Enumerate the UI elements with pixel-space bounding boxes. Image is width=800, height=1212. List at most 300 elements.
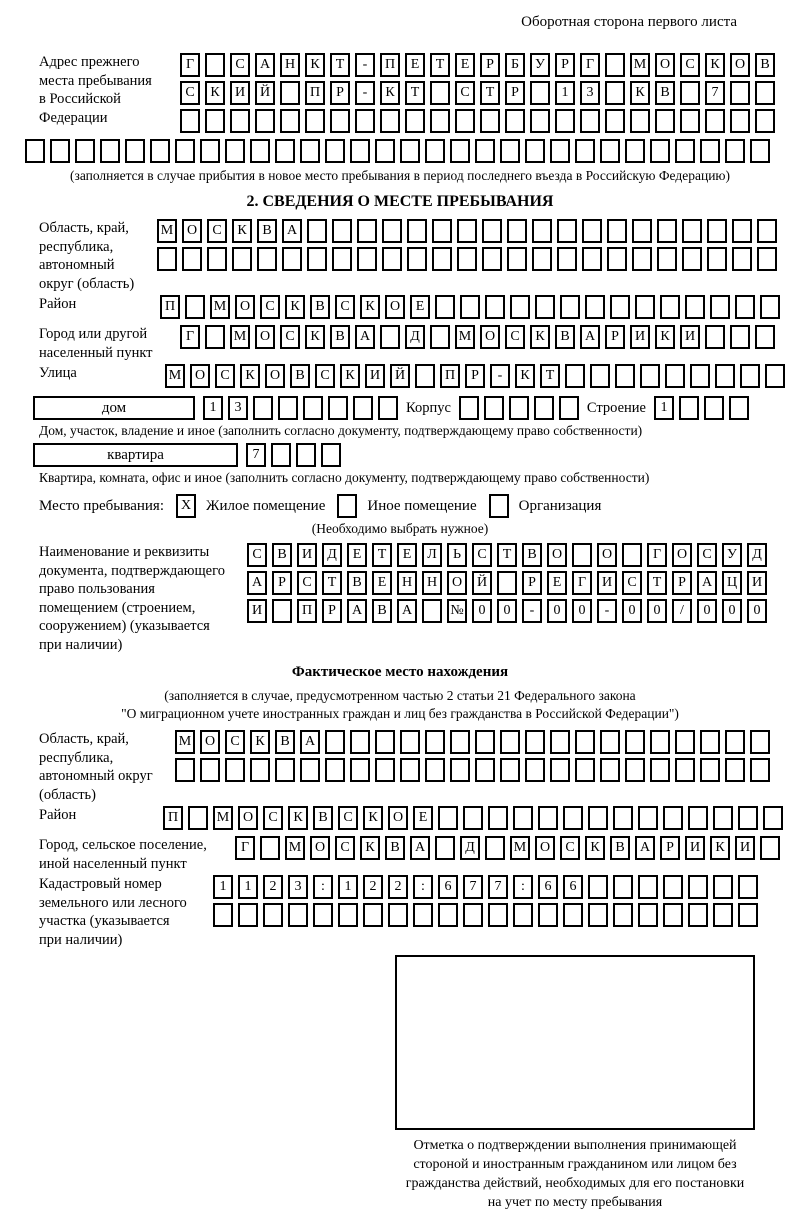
char-cell[interactable]: С [315,364,335,388]
char-cell[interactable]: С [263,806,283,830]
char-cell[interactable] [622,543,642,567]
char-cell[interactable] [682,247,702,271]
char-cell[interactable]: С [472,543,492,567]
char-cell[interactable] [732,219,752,243]
char-cell[interactable] [260,836,280,860]
char-cell[interactable]: У [722,543,742,567]
char-cell[interactable] [560,295,580,319]
char-cell[interactable] [188,806,208,830]
char-cell[interactable] [25,139,45,163]
char-cell[interactable]: О [235,295,255,319]
char-cell[interactable]: К [710,836,730,860]
char-cell[interactable]: 0 [472,599,492,623]
char-cell[interactable] [213,903,233,927]
char-cell[interactable] [588,903,608,927]
char-cell[interactable] [538,903,558,927]
char-cell[interactable]: К [380,81,400,105]
char-cell[interactable]: М [510,836,530,860]
char-cell[interactable]: : [513,875,533,899]
char-cell[interactable] [582,219,602,243]
char-cell[interactable] [755,81,775,105]
char-cell[interactable] [272,599,292,623]
char-cell[interactable] [715,364,735,388]
char-cell[interactable]: - [355,53,375,77]
char-cell[interactable]: / [672,599,692,623]
char-cell[interactable] [296,443,316,467]
char-cell[interactable]: В [655,81,675,105]
char-cell[interactable] [382,247,402,271]
char-cell[interactable] [729,396,749,420]
char-cell[interactable] [278,396,298,420]
char-cell[interactable] [282,247,302,271]
char-cell[interactable] [725,730,745,754]
char-cell[interactable]: И [230,81,250,105]
char-cell[interactable] [630,109,650,133]
char-cell[interactable] [330,109,350,133]
char-cell[interactable]: А [300,730,320,754]
char-cell[interactable] [575,730,595,754]
char-cell[interactable]: К [340,364,360,388]
char-cell[interactable] [253,396,273,420]
char-cell[interactable]: В [330,325,350,349]
char-cell[interactable] [250,758,270,782]
char-cell[interactable] [275,758,295,782]
char-cell[interactable]: 2 [388,875,408,899]
char-cell[interactable]: Д [747,543,767,567]
char-cell[interactable] [663,806,683,830]
char-cell[interactable] [425,139,445,163]
char-cell[interactable]: С [215,364,235,388]
char-cell[interactable] [332,219,352,243]
char-cell[interactable]: С [560,836,580,860]
char-cell[interactable]: В [257,219,277,243]
char-cell[interactable] [450,758,470,782]
char-cell[interactable]: С [207,219,227,243]
char-cell[interactable]: И [297,543,317,567]
char-cell[interactable]: 2 [363,875,383,899]
char-cell[interactable] [688,875,708,899]
char-cell[interactable]: Л [422,543,442,567]
char-cell[interactable]: И [685,836,705,860]
char-cell[interactable]: К [655,325,675,349]
char-cell[interactable] [760,295,780,319]
char-cell[interactable] [509,396,529,420]
char-cell[interactable]: П [440,364,460,388]
char-cell[interactable] [605,81,625,105]
char-cell[interactable]: В [555,325,575,349]
char-cell[interactable]: О [480,325,500,349]
char-cell[interactable]: М [165,364,185,388]
char-cell[interactable] [378,396,398,420]
char-cell[interactable] [288,903,308,927]
char-cell[interactable] [607,219,627,243]
char-cell[interactable]: К [250,730,270,754]
char-cell[interactable] [425,730,445,754]
char-cell[interactable] [425,758,445,782]
char-cell[interactable] [525,758,545,782]
char-cell[interactable]: К [515,364,535,388]
char-cell[interactable]: 0 [497,599,517,623]
char-cell[interactable] [534,396,554,420]
char-cell[interactable] [388,903,408,927]
char-cell[interactable] [430,81,450,105]
char-cell[interactable]: Р [522,571,542,595]
char-cell[interactable]: - [490,364,510,388]
char-cell[interactable]: 6 [538,875,558,899]
char-cell[interactable] [482,219,502,243]
char-cell[interactable] [660,295,680,319]
char-cell[interactable] [313,903,333,927]
char-cell[interactable]: Т [405,81,425,105]
char-cell[interactable] [550,730,570,754]
char-cell[interactable]: В [372,599,392,623]
char-cell[interactable] [588,875,608,899]
char-cell[interactable] [100,139,120,163]
char-cell[interactable] [535,295,555,319]
char-cell[interactable] [635,295,655,319]
char-cell[interactable] [432,219,452,243]
char-cell[interactable] [257,247,277,271]
char-cell[interactable]: С [180,81,200,105]
char-cell[interactable]: Р [465,364,485,388]
char-cell[interactable] [585,295,605,319]
char-cell[interactable] [415,364,435,388]
char-cell[interactable]: 0 [572,599,592,623]
char-cell[interactable] [559,396,579,420]
char-cell[interactable]: А [635,836,655,860]
char-cell[interactable] [407,247,427,271]
char-cell[interactable] [185,295,205,319]
char-cell[interactable]: О [730,53,750,77]
char-cell[interactable]: - [597,599,617,623]
char-cell[interactable] [507,247,527,271]
char-cell[interactable]: С [697,543,717,567]
char-cell[interactable]: Е [547,571,567,595]
char-cell[interactable] [563,806,583,830]
char-cell[interactable] [757,247,777,271]
char-cell[interactable]: П [160,295,180,319]
char-cell[interactable] [303,396,323,420]
char-cell[interactable] [325,758,345,782]
char-cell[interactable]: К [585,836,605,860]
char-cell[interactable] [760,836,780,860]
char-cell[interactable] [580,109,600,133]
char-cell[interactable]: : [313,875,333,899]
char-cell[interactable] [507,219,527,243]
char-cell[interactable]: О [535,836,555,860]
char-cell[interactable] [413,903,433,927]
char-cell[interactable] [682,219,702,243]
char-cell[interactable] [713,875,733,899]
char-cell[interactable]: 3 [228,396,248,420]
char-cell[interactable]: И [747,571,767,595]
char-cell[interactable]: О [447,571,467,595]
char-cell[interactable] [730,81,750,105]
char-cell[interactable]: Н [397,571,417,595]
char-cell[interactable] [350,139,370,163]
char-cell[interactable] [557,219,577,243]
char-cell[interactable] [638,806,658,830]
char-cell[interactable]: Е [397,543,417,567]
char-cell[interactable] [688,806,708,830]
char-cell[interactable] [485,295,505,319]
char-cell[interactable] [332,247,352,271]
char-cell[interactable] [632,219,652,243]
char-cell[interactable]: Г [180,53,200,77]
char-cell[interactable] [463,903,483,927]
char-cell[interactable] [700,758,720,782]
char-cell[interactable]: К [363,806,383,830]
char-cell[interactable] [605,109,625,133]
char-cell[interactable]: И [247,599,267,623]
char-cell[interactable] [357,219,377,243]
char-cell[interactable]: С [680,53,700,77]
char-cell[interactable] [435,836,455,860]
char-cell[interactable]: К [705,53,725,77]
char-cell[interactable] [530,109,550,133]
char-cell[interactable] [650,730,670,754]
checkbox-inoe-pomeshchenie[interactable] [337,494,357,518]
char-cell[interactable] [430,325,450,349]
char-cell[interactable]: С [455,81,475,105]
char-cell[interactable] [432,247,452,271]
char-cell[interactable] [625,139,645,163]
char-cell[interactable]: М [230,325,250,349]
char-cell[interactable]: К [240,364,260,388]
char-cell[interactable] [663,903,683,927]
char-cell[interactable] [550,758,570,782]
char-cell[interactable]: П [163,806,183,830]
char-cell[interactable]: В [272,543,292,567]
char-cell[interactable]: 1 [338,875,358,899]
char-cell[interactable] [657,247,677,271]
char-cell[interactable]: П [305,81,325,105]
char-cell[interactable]: 0 [647,599,667,623]
char-cell[interactable]: Й [390,364,410,388]
char-cell[interactable] [590,364,610,388]
char-cell[interactable] [600,730,620,754]
char-cell[interactable] [638,875,658,899]
char-cell[interactable] [632,247,652,271]
char-cell[interactable]: Е [405,53,425,77]
char-cell[interactable]: О [655,53,675,77]
char-cell[interactable] [675,758,695,782]
char-cell[interactable]: К [205,81,225,105]
char-cell[interactable]: Г [572,571,592,595]
char-cell[interactable]: М [630,53,650,77]
char-cell[interactable] [582,247,602,271]
checkbox-organizatsiya[interactable] [489,494,509,518]
char-cell[interactable]: В [290,364,310,388]
char-cell[interactable] [600,758,620,782]
char-cell[interactable] [750,730,770,754]
char-cell[interactable] [638,903,658,927]
char-cell[interactable] [607,247,627,271]
char-cell[interactable] [555,109,575,133]
char-cell[interactable]: Е [347,543,367,567]
char-cell[interactable] [475,730,495,754]
char-cell[interactable] [625,758,645,782]
char-cell[interactable] [755,325,775,349]
char-cell[interactable] [705,325,725,349]
char-cell[interactable]: 0 [622,599,642,623]
char-cell[interactable]: Е [410,295,430,319]
char-cell[interactable]: 1 [654,396,674,420]
char-cell[interactable] [725,758,745,782]
char-cell[interactable] [497,571,517,595]
char-cell[interactable] [575,758,595,782]
char-cell[interactable]: О [385,295,405,319]
char-cell[interactable] [613,903,633,927]
char-cell[interactable]: И [680,325,700,349]
char-cell[interactable] [488,806,508,830]
char-cell[interactable]: И [365,364,385,388]
char-cell[interactable]: Р [322,599,342,623]
char-cell[interactable] [450,730,470,754]
char-cell[interactable]: С [335,836,355,860]
char-cell[interactable]: 1 [238,875,258,899]
char-cell[interactable] [325,139,345,163]
char-cell[interactable]: П [297,599,317,623]
char-cell[interactable] [575,139,595,163]
char-cell[interactable]: Т [372,543,392,567]
char-cell[interactable] [380,325,400,349]
char-cell[interactable] [563,903,583,927]
char-cell[interactable] [705,109,725,133]
char-cell[interactable] [450,139,470,163]
checkbox-zhiloe-pomeshchenie[interactable]: X [176,494,196,518]
char-cell[interactable]: О [265,364,285,388]
char-cell[interactable] [572,543,592,567]
char-cell[interactable] [271,443,291,467]
char-cell[interactable]: Т [647,571,667,595]
char-cell[interactable] [625,730,645,754]
char-cell[interactable]: С [505,325,525,349]
char-cell[interactable] [663,875,683,899]
char-cell[interactable]: Й [472,571,492,595]
char-cell[interactable]: С [297,571,317,595]
char-cell[interactable] [725,139,745,163]
char-cell[interactable]: Н [280,53,300,77]
char-cell[interactable]: П [380,53,400,77]
char-cell[interactable]: С [260,295,280,319]
char-cell[interactable] [438,806,458,830]
char-cell[interactable]: Ц [722,571,742,595]
char-cell[interactable]: А [247,571,267,595]
char-cell[interactable] [650,758,670,782]
char-cell[interactable] [738,806,758,830]
char-cell[interactable] [755,109,775,133]
char-cell[interactable]: 7 [246,443,266,467]
char-cell[interactable] [205,109,225,133]
char-cell[interactable]: В [347,571,367,595]
char-cell[interactable] [300,139,320,163]
char-cell[interactable]: Б [505,53,525,77]
char-cell[interactable] [732,247,752,271]
char-cell[interactable] [765,364,785,388]
char-cell[interactable]: 3 [580,81,600,105]
char-cell[interactable]: - [355,81,375,105]
char-cell[interactable] [435,295,455,319]
char-cell[interactable] [457,219,477,243]
char-cell[interactable] [375,139,395,163]
char-cell[interactable] [353,396,373,420]
char-cell[interactable] [325,730,345,754]
char-cell[interactable]: А [255,53,275,77]
char-cell[interactable]: И [597,571,617,595]
char-cell[interactable] [707,219,727,243]
char-cell[interactable]: И [735,836,755,860]
char-cell[interactable] [457,247,477,271]
char-cell[interactable] [459,396,479,420]
char-cell[interactable] [740,364,760,388]
char-cell[interactable]: О [255,325,275,349]
char-cell[interactable]: Г [180,325,200,349]
char-cell[interactable] [680,81,700,105]
char-cell[interactable]: А [347,599,367,623]
char-cell[interactable] [600,139,620,163]
char-cell[interactable]: Г [647,543,667,567]
char-cell[interactable] [375,758,395,782]
char-cell[interactable] [757,219,777,243]
char-cell[interactable] [500,730,520,754]
char-cell[interactable]: О [238,806,258,830]
char-cell[interactable]: 6 [438,875,458,899]
char-cell[interactable] [488,903,508,927]
char-cell[interactable]: И [630,325,650,349]
char-cell[interactable]: В [310,295,330,319]
char-cell[interactable] [513,903,533,927]
char-cell[interactable] [615,364,635,388]
char-cell[interactable]: К [630,81,650,105]
char-cell[interactable]: К [360,836,380,860]
char-cell[interactable]: Г [235,836,255,860]
char-cell[interactable]: М [210,295,230,319]
char-cell[interactable] [150,139,170,163]
char-cell[interactable]: Ь [447,543,467,567]
char-cell[interactable]: А [355,325,375,349]
char-cell[interactable] [565,364,585,388]
char-cell[interactable]: № [447,599,467,623]
char-cell[interactable]: : [413,875,433,899]
char-cell[interactable]: А [697,571,717,595]
char-cell[interactable] [328,396,348,420]
char-cell[interactable]: Р [272,571,292,595]
char-cell[interactable]: Р [505,81,525,105]
char-cell[interactable] [532,219,552,243]
char-cell[interactable]: Т [480,81,500,105]
char-cell[interactable] [513,806,533,830]
char-cell[interactable]: Е [455,53,475,77]
char-cell[interactable] [675,139,695,163]
char-cell[interactable]: О [547,543,567,567]
char-cell[interactable] [605,53,625,77]
char-cell[interactable]: Е [413,806,433,830]
char-cell[interactable] [363,903,383,927]
char-cell[interactable] [280,81,300,105]
char-cell[interactable]: Р [330,81,350,105]
char-cell[interactable]: М [213,806,233,830]
char-cell[interactable]: С [335,295,355,319]
char-cell[interactable]: В [275,730,295,754]
char-cell[interactable]: К [305,53,325,77]
char-cell[interactable] [685,295,705,319]
char-cell[interactable] [230,109,250,133]
char-cell[interactable]: О [388,806,408,830]
char-cell[interactable] [690,364,710,388]
char-cell[interactable]: А [397,599,417,623]
char-cell[interactable] [613,806,633,830]
